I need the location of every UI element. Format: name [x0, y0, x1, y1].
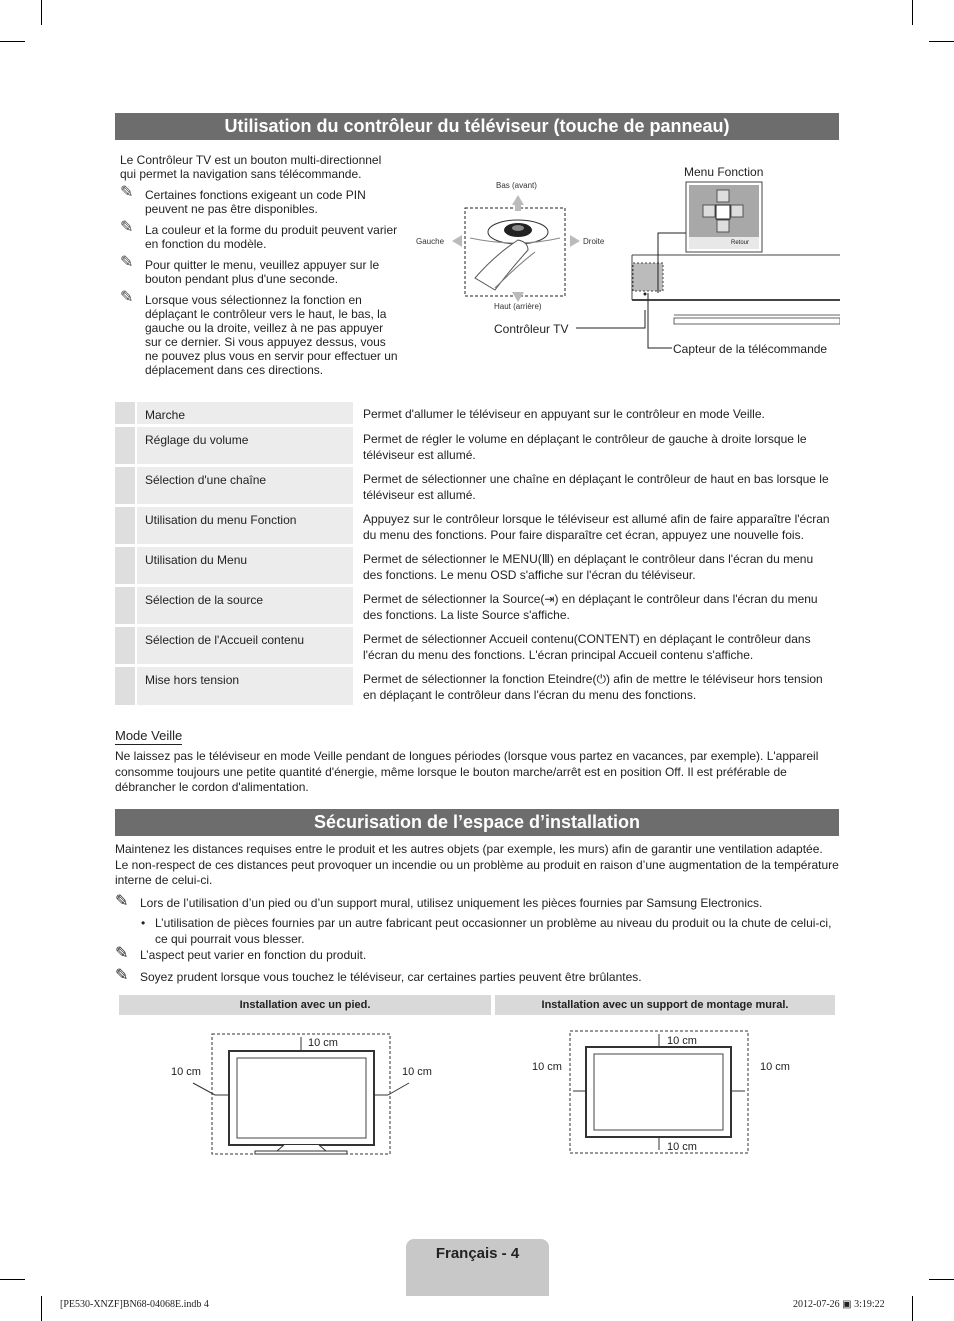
distance-label: 10 cm: [171, 1066, 201, 1078]
distance-label: 10 cm: [402, 1066, 432, 1078]
section-title-controller: Utilisation du contrôleur du téléviseur (touche de panneau): [115, 113, 839, 140]
distance-label: 10 cm: [308, 1037, 338, 1049]
function-desc: Permet de sélectionner la Source(⇥) en déplaçant le contrôleur dans l'écran du menu des fonctions. La liste Source s'affiche.: [363, 592, 818, 622]
crop-mark: [912, 1296, 913, 1321]
section-title-installation: Sécurisation de l’espace d’installation: [115, 809, 839, 836]
function-desc: Permet de sélectionner le MENU(Ⅲ) en déplaçant le contrôleur dans l'écran du menu des fonctions. Le menu OSD s'affiche sur l'écran du téléviseur.: [363, 552, 814, 582]
veille-text: Ne laissez pas le téléviseur en mode Veille pendant de longues périodes (lorsque vous partez en vacances, par exemple). L'appareil consomme toujours une petite quantité d'énergie, même lorsque le bouton marche/arrêt est en position Off. Il est préférable de débrancher le cordon d'alimentation.: [115, 749, 819, 794]
crop-mark: [929, 41, 954, 42]
function-name: Utilisation du Menu: [137, 547, 353, 584]
pencil-icon: ✎: [120, 184, 134, 201]
crop-mark: [41, 1296, 42, 1321]
crop-mark: [41, 0, 42, 25]
figure-title-wall: Installation avec un support de montage mural.: [495, 995, 835, 1015]
distance-label: 10 cm: [667, 1035, 697, 1047]
crop-mark: [0, 41, 25, 42]
pencil-icon: ✎: [115, 893, 129, 910]
function-desc: Permet de régler le volume en déplaçant le contrôleur de gauche à droite lorsque le téléviseur est allumé.: [363, 432, 807, 462]
note-item: ✎ Lors de l’utilisation d’un pied ou d’un support mural, utilisez uniquement les pièces fournies par Samsung Electronics.: [115, 893, 763, 910]
installation-diagram: [119, 1025, 835, 1160]
pencil-icon: ✎: [120, 254, 134, 271]
crop-mark: [929, 1279, 954, 1280]
pencil-icon: ✎: [115, 967, 129, 984]
distance-label: 10 cm: [760, 1061, 790, 1073]
bullet-icon: •: [141, 916, 146, 930]
note-item: ✎ L’aspect peut varier en fonction du produit.: [115, 945, 367, 962]
function-name: Utilisation du menu Fonction: [137, 507, 353, 544]
function-desc: Permet de sélectionner une chaîne en déplaçant le contrôleur de haut en bas lorsque le téléviseur est allumé.: [363, 472, 829, 502]
note-item: ✎ La couleur et la forme du produit peuvent varier en fonction du modèle.: [120, 219, 398, 251]
note-item: ✎ Pour quitter le menu, veuillez appuyer sur le bouton pendant plus d'une seconde.: [120, 254, 380, 286]
function-name: Mise hors tension: [137, 667, 353, 705]
function-name: Réglage du volume: [137, 427, 353, 464]
label-gauche: Gauche: [416, 237, 445, 246]
function-name: Sélection de la source: [137, 587, 353, 624]
veille-heading: Mode Veille: [115, 728, 183, 743]
file-slug: [PE530-XNZF]BN68-04068E.indb 4: [60, 1299, 209, 1310]
function-name: Sélection de l'Accueil contenu: [137, 627, 353, 664]
label-menu-fonction: Menu Fonction: [684, 165, 764, 179]
table-row: [115, 427, 839, 464]
distance-label: 10 cm: [667, 1141, 697, 1153]
installation-intro: Maintenez les distances requises entre le produit et les autres objets (par exemple, les murs) afin de garantir une ventilation adaptée. Le non-respect de ces distances peut provoquer un incendie ou un problème au produit en raison d’une augmentation de la température interne de celui-ci.: [115, 842, 839, 887]
function-desc: Permet d'allumer le téléviseur en appuyant sur le contrôleur en mode Veille.: [363, 407, 765, 421]
bullet-item: • L’utilisation de pièces fournies par un autre fabricant peut occasionner un problème au niveau du produit ou la chute de celui-ci, ce qui pourrait vous blesser.: [141, 916, 832, 946]
table-row: [115, 547, 839, 584]
date-slug: 2012-07-26 ▣ 3:19:22: [793, 1299, 885, 1310]
intro-text: Le Contrôleur TV est un bouton multi-directionnel qui permet la navigation sans télécommande.: [120, 153, 382, 181]
table-row: [115, 402, 839, 424]
label-controleur: Contrôleur TV: [494, 322, 569, 336]
note-item: ✎ Soyez prudent lorsque vous touchez le téléviseur, car certaines parties peuvent être brûlantes.: [115, 967, 642, 984]
label-bas: Bas (avant): [496, 181, 537, 190]
function-name: Sélection d'une chaîne: [137, 467, 353, 504]
controller-diagram: [400, 160, 840, 370]
table-row: [115, 587, 839, 624]
note-item: ✎ Certaines fonctions exigeant un code PIN peuvent ne pas être disponibles.: [120, 184, 366, 216]
distance-label: 10 cm: [532, 1061, 562, 1073]
table-row: [115, 467, 839, 504]
function-desc: Appuyez sur le contrôleur lorsque le téléviseur est allumé afin de faire apparaître l'écran du menu des fonctions. Pour faire disparaître cet écran, appuyez une nouvelle fois.: [363, 512, 830, 542]
label-capteur: Capteur de la télécommande: [673, 342, 828, 356]
table-row: [115, 627, 839, 664]
crop-mark: [912, 0, 913, 25]
function-desc: Permet de sélectionner la fonction Eteindre(⏻) afin de mettre le téléviseur hors tension en déplaçant le contrôleur dans l'écran du menu des fonctions.: [363, 672, 823, 702]
label-droite: Droite: [583, 237, 605, 246]
pencil-icon: ✎: [120, 289, 134, 306]
figure-title-stand: Installation avec un pied.: [119, 995, 491, 1015]
function-name: Marche: [137, 402, 353, 424]
table-row: [115, 667, 839, 705]
function-desc: Permet de sélectionner Accueil contenu(CONTENT) en déplaçant le contrôleur dans l'écran du menu des fonctions. L'écran principal Accueil contenu s'affiche.: [363, 632, 811, 662]
table-row: [115, 507, 839, 544]
intro-block: [120, 153, 400, 377]
label-retour: Retour: [731, 240, 750, 246]
label-haut: Haut (arrière): [494, 302, 542, 311]
crop-mark: [0, 1279, 25, 1280]
page-number: Français - 4: [406, 1239, 549, 1296]
pencil-icon: ✎: [120, 219, 134, 236]
note-item: ✎ Lorsque vous sélectionnez la fonction en déplaçant le contrôleur vers le haut, le bas, la gauche ou la droite, veillez à ne pas appuyer sur ce dernier. Si vous appuyez dessus, vous ne pouvez plus vous en servir pour effectuer un déplacement dans ces directions.: [120, 289, 398, 377]
pencil-icon: ✎: [115, 945, 129, 962]
